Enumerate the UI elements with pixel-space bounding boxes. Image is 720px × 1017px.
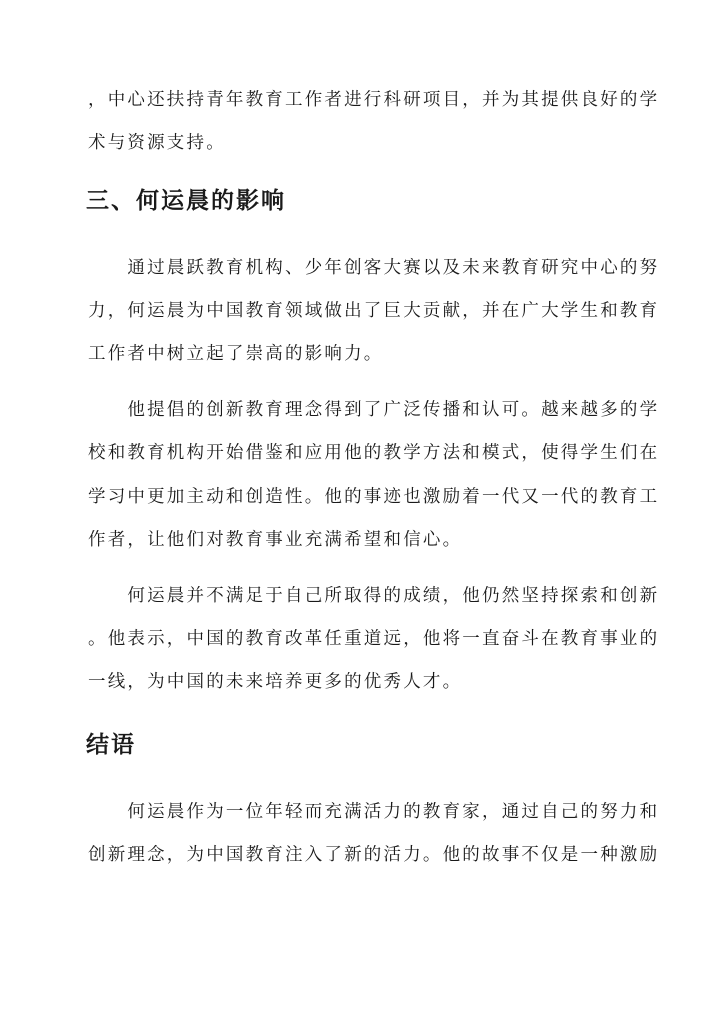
paragraph-line: 术与资源支持。 bbox=[88, 133, 226, 153]
paragraph-line: 一线，为中国的未来培养更多的优秀人才。 bbox=[88, 672, 463, 692]
paragraph-line: 。他表示，中国的教育改革任重道远，他将一直奋斗在教育事业的 bbox=[88, 629, 660, 649]
paragraph-line: 力，何运晨为中国教育领域做出了巨大贡献，并在广大学生和教育 bbox=[88, 301, 660, 321]
paragraph-line: 学习中更加主动和创造性。他的事迹也激励着一代又一代的教育工 bbox=[88, 487, 660, 507]
paragraph-line: 何运晨并不满足于自己所取得的成绩，他仍然坚持探索和创新 bbox=[88, 586, 660, 606]
paragraph-line: 创新理念，为中国教育注入了新的活力。他的故事不仅是一种激励 bbox=[88, 845, 660, 865]
paragraph-line: ，中心还扶持青年教育工作者进行科研项目，并为其提供良好的学 bbox=[88, 90, 660, 110]
paragraph-line: 他提倡的创新教育理念得到了广泛传播和认可。越来越多的学 bbox=[88, 400, 660, 420]
section-heading-influence: 三、何运晨的影响 bbox=[86, 187, 286, 214]
paragraph-line: 作者，让他们对教育事业充满希望和信心。 bbox=[88, 530, 463, 550]
section-heading-conclusion: 结语 bbox=[86, 731, 136, 758]
paragraph-line: 何运晨作为一位年轻而充满活力的教育家，通过自己的努力和 bbox=[88, 802, 660, 822]
paragraph-line: 工作者中树立起了崇高的影响力。 bbox=[88, 344, 384, 364]
paragraph-line: 通过晨跃教育机构、少年创客大赛以及未来教育研究中心的努 bbox=[88, 258, 660, 278]
paragraph-line: 校和教育机构开始借鉴和应用他的教学方法和模式，使得学生们在 bbox=[88, 443, 660, 463]
